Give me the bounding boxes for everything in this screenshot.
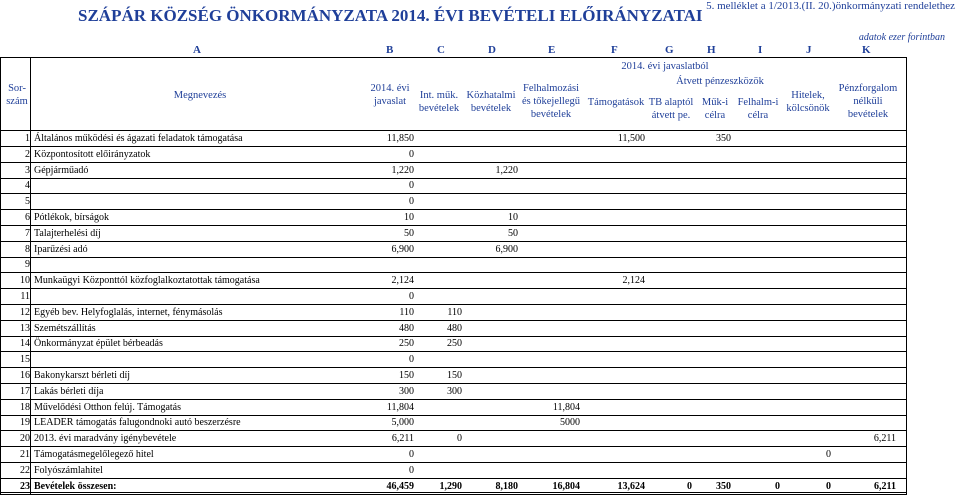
row-number: 18 [20, 401, 30, 413]
cell-c: 1,290 [439, 480, 462, 492]
row-number: 23 [20, 480, 30, 492]
row-number: 21 [20, 449, 30, 460]
row-name: Támogatásmegelőlegező hitel [34, 449, 154, 460]
cell-j: 0 [826, 480, 831, 492]
row-number: 1 [25, 133, 30, 144]
cell-b: 0 [409, 180, 414, 192]
table-row [0, 194, 907, 210]
row-number: 19 [20, 417, 30, 429]
cell-b: 300 [399, 385, 414, 397]
cell-b: 250 [399, 338, 414, 350]
cell-b: 0 [409, 148, 414, 160]
row-divider [0, 494, 907, 495]
appendix-note: 5. melléklet a 1/2013.(II. 20.)önkormányzati rendelethez [706, 0, 955, 12]
row-name: Lakás bérleti díja [34, 385, 104, 397]
cell-e: 16,804 [552, 480, 580, 492]
cell-c: 150 [447, 370, 462, 381]
cell-i: 0 [775, 480, 780, 492]
row-number: 8 [25, 243, 30, 255]
header-felhalmozasi: Felhalmozási és tőkejellegű bevételek [521, 83, 581, 120]
table-row [0, 336, 907, 352]
column-letter-F: F [611, 44, 618, 56]
table-row [0, 163, 907, 179]
table-row [0, 400, 907, 416]
row-number: 20 [20, 433, 30, 445]
table-row [0, 178, 907, 194]
row-name: Általános működési és ágazati feladatok támogatása [34, 133, 243, 144]
column-letter-A: A [193, 44, 201, 56]
row-number: 9 [25, 259, 30, 271]
cell-g: 0 [687, 480, 692, 492]
cell-f: 2,124 [622, 275, 645, 287]
cell-k: 6,211 [873, 433, 896, 445]
column-letter-C: C [437, 44, 445, 56]
cell-j: 0 [826, 449, 831, 460]
row-number: 2 [25, 148, 30, 160]
header-javaslatbol: 2014. évi javaslatból [621, 61, 709, 72]
table-row [0, 242, 907, 258]
cell-f: 11,500 [617, 133, 645, 144]
cell-d: 8,180 [495, 480, 518, 492]
table-row [0, 479, 907, 495]
cell-b: 0 [409, 196, 414, 208]
cell-b: 46,459 [386, 480, 414, 492]
cell-b: 0 [409, 291, 414, 302]
table-row [0, 321, 907, 337]
row-number: 7 [25, 227, 30, 239]
header-atvett: Átvett pénzeszközök [676, 76, 764, 87]
row-number: 16 [20, 370, 30, 381]
cell-b: 11,850 [386, 133, 414, 144]
cell-b: 5,000 [391, 417, 414, 429]
cell-e: 5000 [560, 417, 580, 429]
cell-b: 2,124 [391, 275, 414, 287]
cell-f: 13,624 [617, 480, 645, 492]
cell-b: 110 [399, 306, 414, 318]
cell-e: 11,804 [552, 401, 580, 413]
column-letter-E: E [548, 44, 556, 56]
cell-c: 300 [447, 385, 462, 397]
row-number: 22 [20, 464, 30, 476]
row-name: Iparűzési adó [34, 243, 88, 255]
table-row [0, 257, 907, 273]
column-letter-D: D [488, 44, 496, 56]
cell-k: 6,211 [874, 480, 896, 492]
page-title: SZÁPÁR KÖZSÉG ÖNKORMÁNYZATA 2014. ÉVI BEVÉTELI ELŐIRÁNYZATAI [78, 6, 703, 25]
table-row [0, 305, 907, 321]
row-number: 17 [20, 385, 30, 397]
cell-d: 10 [508, 212, 518, 223]
table-row [0, 273, 907, 289]
cell-b: 50 [404, 227, 414, 239]
row-number: 4 [25, 180, 30, 192]
cell-b: 11,804 [386, 401, 414, 413]
row-name: Folyószámlahitel [34, 464, 103, 476]
cell-b: 6,211 [391, 433, 414, 445]
table-row [0, 147, 907, 163]
cell-b: 150 [399, 370, 414, 381]
column-letter-J: J [806, 44, 812, 56]
row-name: 2013. évi maradvány igénybevétele [34, 433, 177, 445]
cell-b: 6,900 [391, 243, 414, 255]
header-hitelek: Hitelek, kölcsönök [786, 90, 830, 114]
unit-note: adatok ezer forintban [858, 32, 945, 43]
cell-d: 6,900 [495, 243, 518, 255]
row-name: LEADER támogatás falugondnoki autó beszerzésre [34, 417, 241, 429]
header-sorszam: Sor-szám [6, 83, 28, 107]
table-row [0, 415, 907, 431]
row-number: 12 [20, 306, 30, 318]
row-name: Bevételek összesen: [34, 480, 117, 492]
row-number: 14 [20, 338, 30, 350]
header-penzforgalom: Pénzforgalom nélküli bevételek [838, 83, 898, 120]
column-letter-H: H [707, 44, 716, 56]
column-letter-G: G [665, 44, 674, 56]
table-row [0, 226, 907, 242]
column-letter-I: I [758, 44, 763, 56]
row-number: 11 [20, 291, 30, 302]
row-number: 10 [20, 275, 30, 287]
table-row [0, 352, 907, 368]
row-name: Önkormányzat épület bérbeadás [34, 338, 163, 350]
cell-c: 0 [457, 433, 462, 445]
table-row [0, 384, 907, 400]
row-number: 6 [25, 212, 30, 223]
cell-b: 0 [409, 354, 414, 366]
cell-c: 250 [447, 338, 462, 350]
table-row [0, 210, 907, 226]
header-megnevezes: Megnevezés [173, 90, 227, 101]
table-row [0, 463, 907, 479]
row-name: Pótlékok, bírságok [34, 212, 109, 223]
header-felhalm-celra: Felhalm-i célra [737, 97, 779, 121]
row-name: Szemétszállítás [34, 322, 96, 334]
row-number: 3 [25, 164, 30, 176]
cell-b: 10 [404, 212, 414, 223]
table-row [0, 289, 907, 305]
row-name: Gépjárműadó [34, 164, 89, 176]
cell-b: 480 [399, 322, 414, 334]
row-name: Bakonykarszt bérleti díj [34, 370, 131, 381]
cell-h: 350 [716, 480, 731, 492]
table-row [0, 431, 907, 447]
cell-d: 50 [508, 227, 518, 239]
cell-c: 110 [447, 306, 462, 318]
row-number: 5 [25, 196, 30, 208]
cell-b: 1,220 [391, 164, 414, 176]
row-number: 13 [20, 322, 30, 334]
header-tamogatasok: Támogatások [587, 97, 645, 108]
table-row [0, 368, 907, 384]
header-javaslat: 2014. évi javaslat [370, 83, 410, 107]
cell-b: 0 [409, 449, 414, 460]
header-muk-celra: Műk-i célra [701, 97, 729, 121]
cell-c: 480 [447, 322, 462, 334]
row-name: Egyéb bev. Helyfoglalás, internet, fénymásolás [34, 306, 223, 318]
row-name: Talajterhelési díj [34, 227, 101, 239]
table-row [0, 131, 907, 147]
cell-h: 350 [716, 133, 731, 144]
column-letter-K: K [862, 44, 871, 56]
row-number: 15 [20, 354, 30, 366]
header-int-muk: Int. műk. bevételek [418, 90, 460, 114]
column-letter-B: B [386, 44, 394, 56]
header-tb: TB alaptól átvett pe. [648, 97, 694, 121]
row-name: Művelődési Otthon felúj. Támogatás [34, 401, 182, 413]
row-name: Központosított előirányzatok [34, 148, 151, 160]
cell-b: 0 [409, 464, 414, 476]
table-row [0, 447, 907, 463]
header-kozhatalmi: Közhatalmi bevételek [466, 90, 516, 114]
cell-d: 1,220 [495, 164, 518, 176]
row-name: Munkaügyi Központtól közfoglalkoztatottak támogatása [34, 275, 260, 287]
